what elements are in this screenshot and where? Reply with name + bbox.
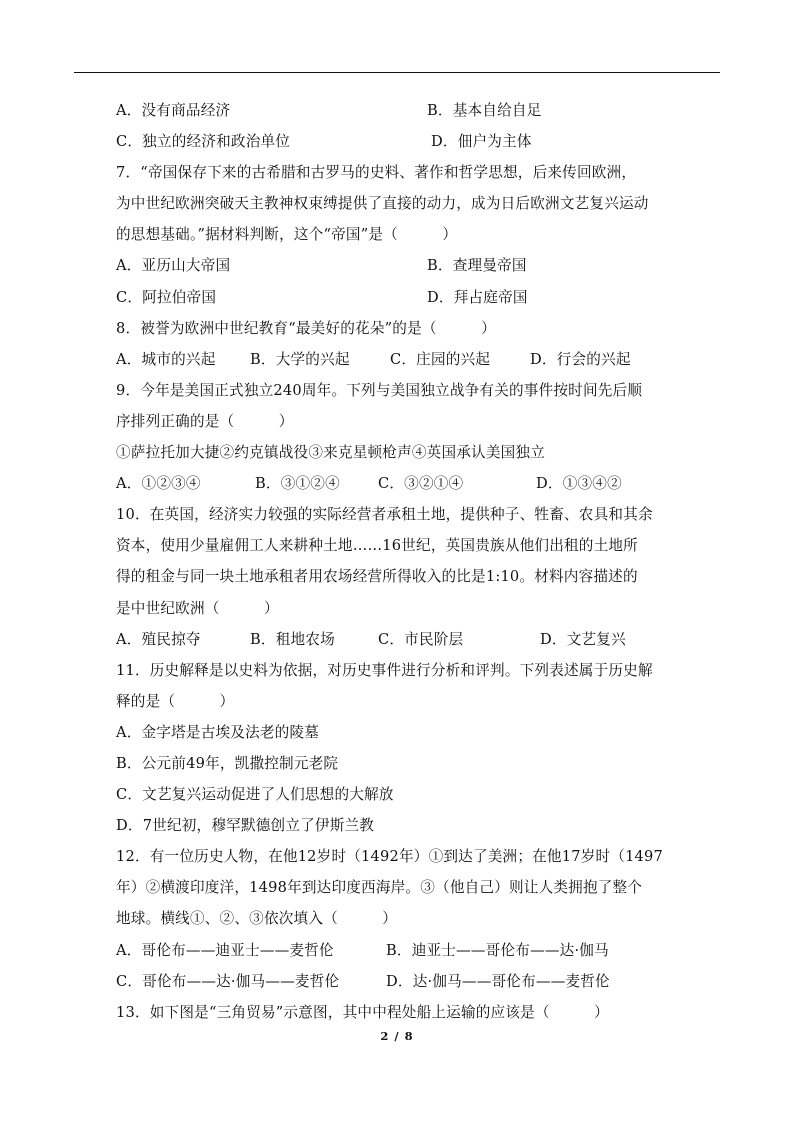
header-rule <box>74 72 720 73</box>
q12-stem-line-2: 年）②横渡印度洋，1498年到达印度西海岸。③（他自己）则让人类拥抱了整个 <box>116 879 643 897</box>
q11-option-b: B．公元前49年，凯撒控制元老院 <box>116 754 339 772</box>
q9-options-row <box>116 468 716 499</box>
q6-option-a: A．没有商品经济 <box>116 102 231 119</box>
q7-options-row-2 <box>116 282 716 313</box>
q11-stem-line-1: 11．历史解释是以史料为依据，对历史事件进行分析和评判。下列表述属于历史解 <box>116 661 653 679</box>
q9-option-d: D．①③④② <box>536 475 622 493</box>
q7-option-d: D．拜占庭帝国 <box>427 288 528 306</box>
q10-stem-line-2: 资本，使用少量雇佣工人来耕种土地……16世纪，英国贵族从他们出租的土地所 <box>116 537 638 555</box>
q11-stem-line-2: 释的是（ ） <box>116 692 235 710</box>
q9-stem-line-1: 9．今年是美国正式独立240周年。下列与美国独立战争有关的事件按时间先后顺 <box>116 381 643 399</box>
q12-stem-line-3: 地球。横线①、②、③依次填入（ ） <box>116 910 398 928</box>
q12-option-d: D．达·伽马——哥伦布——麦哲伦 <box>386 972 610 990</box>
q11-option-c: C．文艺复兴运动促进了人们思想的大解放 <box>116 786 394 804</box>
q12-option-a: A．哥伦布——迪亚士——麦哲伦 <box>116 941 334 959</box>
q7-option-b: B．查理曼帝国 <box>427 257 527 275</box>
q10-stem-line-1: 10．在英国，经济实力较强的实际经营者承租土地，提供种子、牲畜、农具和其余 <box>116 506 653 524</box>
q12-option-b: B．迪亚士——哥伦布——达·伽马 <box>386 941 609 959</box>
q10-option-a: A．殖民掠夺 <box>116 630 201 648</box>
q12-options-row-1 <box>116 935 716 966</box>
q12-stem-line-1: 12．有一位历史人物，在他12岁时（1492年）①到达了美洲；在他17岁时（1497 <box>116 848 664 866</box>
q8-option-c: C．庄园的兴起 <box>390 350 491 368</box>
q6-options-row-2 <box>116 126 716 157</box>
q7-stem-line-3: 的思想基础。”据材料判断，这个“帝国”是（ ） <box>116 226 458 244</box>
q6-option-c: C．独立的经济和政治单位 <box>116 133 291 151</box>
q10-option-c: C．市民阶层 <box>378 630 464 648</box>
q9-option-c: C．③②①④ <box>378 475 464 493</box>
q6-option-b: B．基本自给自足 <box>427 102 542 119</box>
q12-options-row-2 <box>116 966 716 997</box>
q10-option-d: D．文艺复兴 <box>540 630 626 648</box>
q8-option-d: D．行会的兴起 <box>530 350 631 368</box>
q10-stem-line-3: 得的租金与同一块土地承租者用农场经营所得收入的比是1:10。材料内容描述的 <box>116 568 638 586</box>
q10-option-b: B．租地农场 <box>250 630 335 648</box>
page-number: 2 / 8 <box>380 1029 414 1043</box>
q9-option-b: B．③①②④ <box>255 475 340 493</box>
q8-options-row <box>116 344 716 375</box>
q6-option-d: D．佃户为主体 <box>431 133 532 151</box>
q7-option-c: C．阿拉伯帝国 <box>116 288 217 306</box>
q7-option-a: A．亚历山大帝国 <box>116 257 231 275</box>
q7-stem-line-2: 为中世纪欧洲突破天主教神权束缚提供了直接的动力，成为日后欧洲文艺复兴运动 <box>116 195 649 213</box>
q8-stem: 8．被誉为欧洲中世纪教育“最美好的花朵”的是（ ） <box>116 319 496 337</box>
q11-option-d: D．7世纪初，穆罕默德创立了伊斯兰教 <box>116 817 375 835</box>
q10-options-row <box>116 624 716 655</box>
q12-option-c: C．哥伦布——达·伽马——麦哲伦 <box>116 972 340 990</box>
q8-option-a: A．城市的兴起 <box>116 350 216 368</box>
q9-stem-line-2: 序排列正确的是（ ） <box>116 412 294 430</box>
q11-option-a: A．金字塔是古埃及法老的陵墓 <box>116 723 320 741</box>
q7-options-row-1 <box>116 250 716 281</box>
q9-stem-line-3: ①萨拉托加大捷②约克镇战役③来克星顿枪声④英国承认美国独立 <box>116 444 546 462</box>
q10-stem-line-4: 是中世纪欧洲（ ） <box>116 599 279 617</box>
q7-stem-line-1: 7．“帝国保存下来的古希腊和古罗马的史料、著作和哲学思想，后来传回欧洲， <box>116 164 637 182</box>
q8-option-b: B．大学的兴起 <box>250 350 350 368</box>
q9-option-a: A．①②③④ <box>116 475 201 493</box>
q6-options-row-1 <box>116 95 716 126</box>
q13-stem: 13．如下图是“三角贸易”示意图，其中中程处船上运输的应该是（ ） <box>116 1003 609 1021</box>
question-list <box>116 95 716 1028</box>
